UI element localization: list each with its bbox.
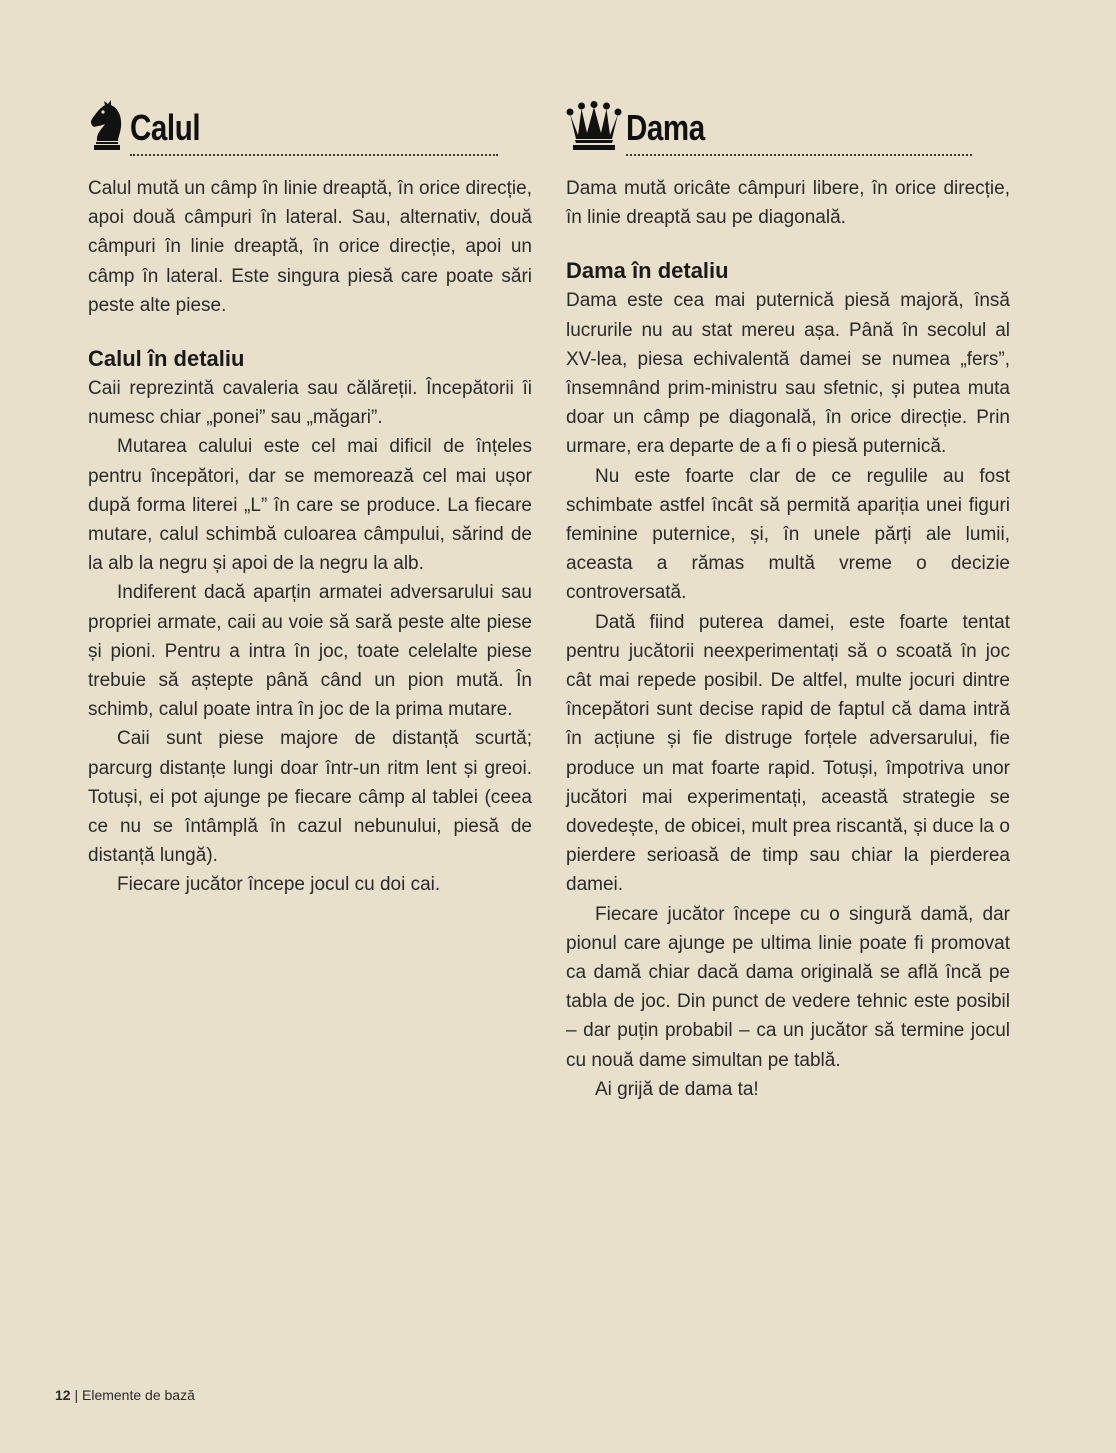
knight-section — [88, 96, 532, 900]
queen-body — [566, 174, 1010, 1104]
queen-paragraph: Fiecare jucător începe cu o singură damă, dar pionul care ajunge pe ultima linie poate fi promovat ca damă chiar dacă dama originală se află încă pe tabla de joc. Din punct de vedere tehnic este posibil – dar puțin probabil – ca un jucător să termine jocul cu nouă dame simultan pe tablă. — [566, 903, 1010, 1071]
section-name: Elemente de bază — [82, 1387, 195, 1403]
queen-icon — [566, 101, 622, 156]
queen-subheading: Dama în detaliu — [566, 258, 729, 284]
queen-intro: Dama mută oricâte câmpuri libere, în orice direcție, în linie dreaptă sau pe diagonală. — [566, 178, 1010, 229]
queen-title: Dama — [626, 107, 705, 148]
knight-paragraph: Fiecare jucător începe jocul cu doi cai. — [117, 874, 441, 896]
footer-separator: | — [70, 1387, 82, 1403]
page-number: 12 — [55, 1387, 71, 1403]
knight-heading — [88, 96, 532, 156]
queen-paragraph: Nu este foarte clar de ce regulile au fost schimbate astfel încât să permită apariția unei figuri feminine puternice, și, în unele părți ale lumii, aceasta a rămas multă vreme o decizie controversată. — [566, 465, 1010, 604]
queen-paragraph: Dată fiind puterea damei, este foarte tentat pentru jucătorii neexperimentați să o scoată în joc cât mai repede posibil. De altfel, multe jocuri dintre începători sunt decise rapid de faptul că dama intră în acțiune și fie distruge forțele adversarului, fie produce un mat foarte rapid. Totuși, împotriva unor jucători mai experimentați, această strategie se dovedește, de obicei, mult prea riscantă, și duce la o pierdere serioasă de timp sau chiar la pierderea damei. — [566, 611, 1010, 896]
knight-subheading: Calul în detaliu — [88, 346, 245, 372]
page-footer — [55, 1387, 195, 1403]
knight-title: Calul — [130, 107, 201, 148]
queen-heading — [566, 96, 1010, 156]
queen-paragraph: Dama este cea mai puternică piesă majoră, însă lucrurile nu au stat mereu așa. Până în secolul al XV-lea, piesa echivalentă damei se numea „fers”, însemnând prim-ministru sau sfetnic, și putea muta doar un câmp pe diagonală, în orice direcție. Prin urmare, era departe de a fi o piesă puternică. — [566, 290, 1010, 458]
knight-paragraph: Mutarea calului este cel mai dificil de înțeles pentru începători, dar se memorează cel mai ușor după forma literei „L” în care se produce. La fiecare mutare, calul schimbă culoarea câmpului, sărind de la alb la negru și apoi de la negru la alb. — [88, 436, 532, 575]
queen-paragraph: Ai grijă de dama ta! — [595, 1078, 759, 1100]
title-dotted-rule — [130, 154, 498, 156]
knight-icon — [88, 99, 126, 156]
title-dotted-rule — [626, 154, 972, 156]
knight-paragraph: Caii reprezintă cavaleria sau călăreții. Începătorii îi numesc chiar „ponei” sau „măgari”. — [88, 378, 532, 429]
knight-body — [88, 174, 532, 900]
knight-paragraph: Indiferent dacă aparțin armatei adversarului sau propriei armate, caii au voie să sară peste alte piese și pioni. Pentru a intra în joc, toate celelalte piese trebuie să aștepte până când un pion mută. În schimb, calul poate intra în joc de la prima mutare. — [88, 582, 532, 721]
knight-intro: Calul mută un câmp în linie dreaptă, în orice direcție, apoi două câmpuri în lateral. Sau, alternativ, două câmpuri în linie dreaptă, în orice direcție, apoi un câmp în lateral. Este singura piesă care poate sări peste alte piese. — [88, 178, 532, 316]
knight-paragraph: Caii sunt piese majore de distanță scurtă; parcurg distanțe lungi doar într-un ritm lent și greoi. Totuși, ei pot ajunge pe fiecare câmp al tablei (ceea ce nu se întâmplă în cazul nebunului, piesă de distanță lungă). — [88, 728, 532, 867]
queen-section — [566, 96, 1010, 1104]
